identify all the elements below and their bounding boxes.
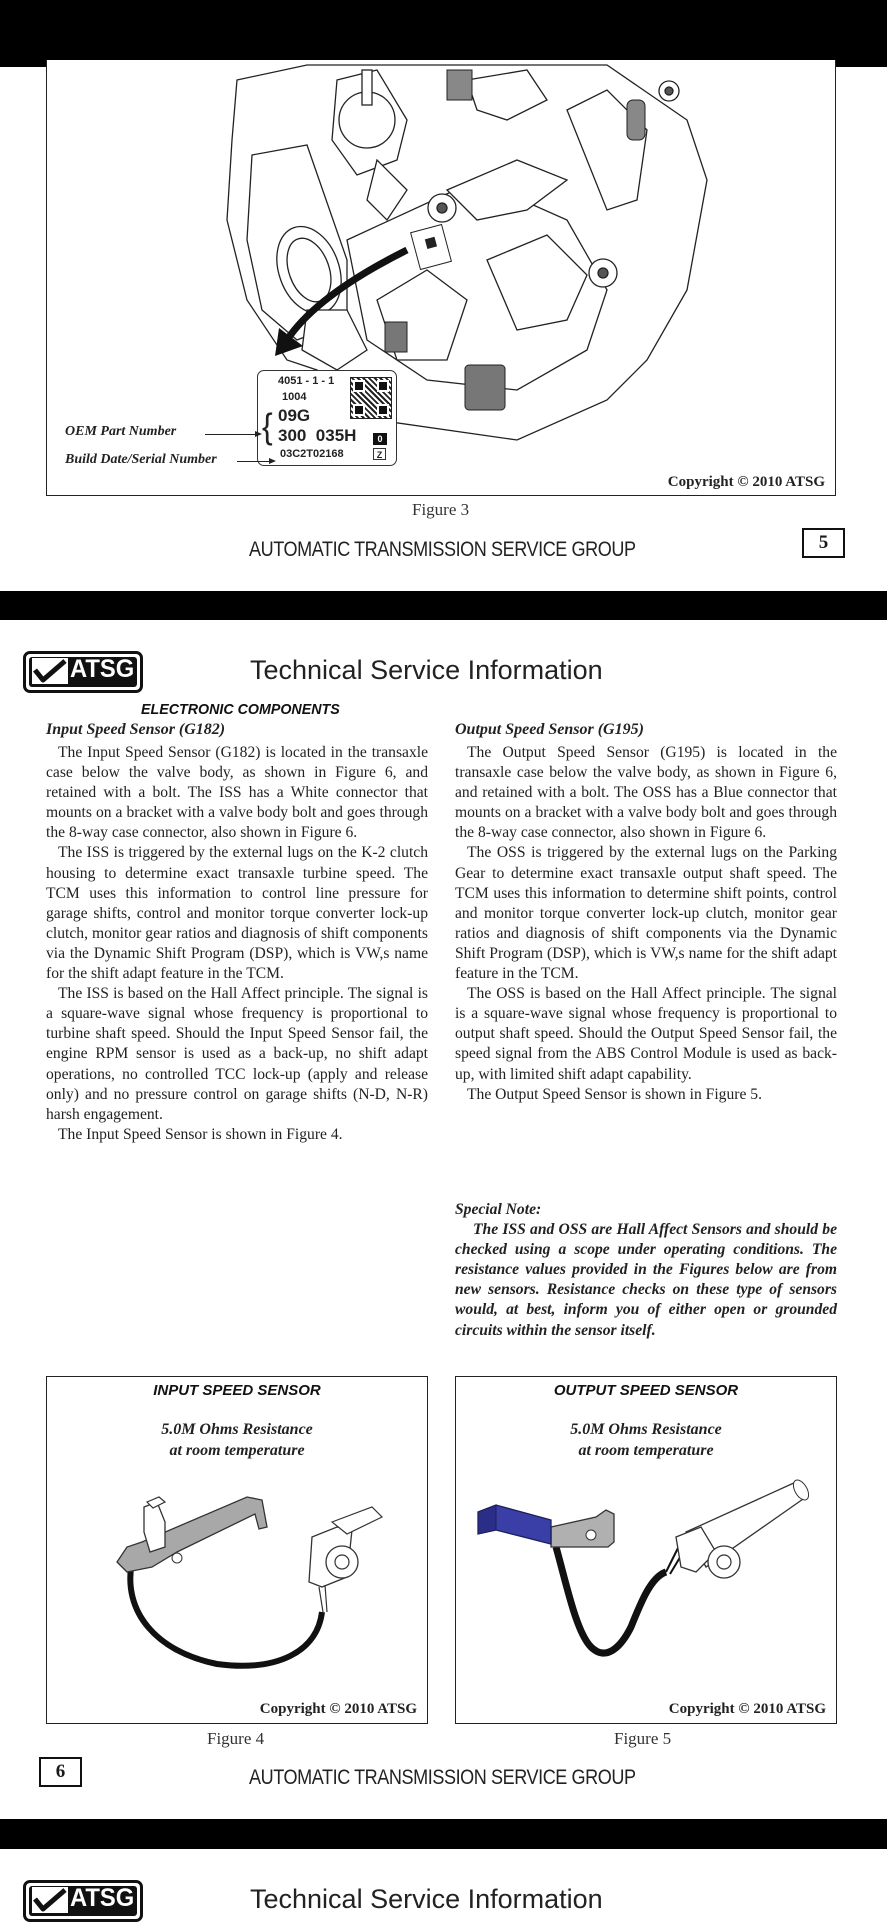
- right-column-heading: Output Speed Sensor (G195): [455, 721, 644, 738]
- right-column-body: [455, 743, 837, 1105]
- page-separator-top: [0, 0, 887, 67]
- arrow-line-icon: [205, 434, 260, 435]
- brace-icon: {: [262, 406, 273, 446]
- special-note: [455, 1200, 837, 1341]
- box-code-2: Z: [373, 448, 386, 460]
- paragraph: The Output Speed Sensor is shown in Figure 5.: [467, 1085, 762, 1103]
- header-title: Technical Service Information: [250, 655, 603, 685]
- oem-part-label: [257, 370, 397, 466]
- figure-4-title: INPUT SPEED SENSOR: [153, 1382, 321, 1399]
- figure-3-copyright: Copyright © 2010 ATSG: [667, 474, 825, 490]
- paragraph: The OSS is based on the Hall Affect principle. The signal is a square-wave signal whose frequency is proportional to output shaft speed. Should the Output Speed Sensor fail, the speed signal from the ABS Control Module is used as back-up, with limited shift adapt capability.: [455, 985, 837, 1083]
- output-speed-sensor-illustration: [456, 1472, 836, 1702]
- atsg-logo: [23, 651, 143, 693]
- figure-4-copyright: Copyright © 2010 ATSG: [259, 1701, 417, 1717]
- checkmark-icon: [32, 1887, 68, 1913]
- qr-code-icon: [350, 377, 392, 419]
- paragraph: The ISS is based on the Hall Affect principle. The signal is a square-wave signal whose frequency is proportional to turbine shaft speed. Should the Input Speed Sensor fail, the engine RPM sensor is used as a back-up, no shift adapt operations, no controlled TCC lock-up (apply and release only) and no pressure control on garage shifts (N-D, N-R) harsh engagement.: [46, 985, 428, 1123]
- serial-number: 03C2T02168: [280, 448, 344, 460]
- paragraph: The Output Speed Sensor (G195) is located in the transaxle case below the valve body, as shown in Figure 6, and retained with a bolt. The OSS has a Blue connector that mounts on a bracket with a valve body bolt and goes through the 8-way case connector, also shown in Figure 6.: [455, 744, 837, 842]
- paragraph: The OSS is triggered by the external lugs on the Parking Gear to determine exact transaxle output shaft speed. The TCM uses this information to determine shift points, control and monitor torque converter lock-up clutch, monitor gear ratios and diagnosis of shift components via the Dynamic Shift Program (DSP), which is VW,s name for the shift adapt feature in the TCM.: [455, 844, 837, 983]
- page-number-6: 6: [39, 1757, 82, 1787]
- left-column-body: [46, 743, 428, 1145]
- page-separator: [0, 1819, 887, 1849]
- figure-4-frame: [46, 1376, 428, 1724]
- figure-5-resistance-line-2: at room temperature: [578, 1442, 714, 1459]
- figure-4-caption: Figure 4: [207, 1729, 265, 1748]
- atsg-logo: [23, 1880, 143, 1922]
- box-code-1: 0: [373, 433, 387, 445]
- build-date-label: Build Date/Serial Number: [65, 452, 217, 467]
- part-number-line-2: 300 035H: [278, 426, 357, 445]
- page-6-footer: AUTOMATIC TRANSMISSION SERVICE GROUP: [249, 1766, 636, 1789]
- figure-5-title: OUTPUT SPEED SENSOR: [553, 1382, 739, 1399]
- figure-5-frame: [455, 1376, 837, 1724]
- paragraph: The ISS is triggered by the external lugs on the K-2 clutch housing to determine exact transaxle turbine speed. The TCM uses this information to control line pressure for garage shifts, control and monitor torque converter lock-up clutch, monitor gear ratios and diagnosis of shift components via the Dynamic Shift Program (DSP), which is VW,s name for the shift adapt feature in the TCM.: [46, 844, 428, 983]
- oem-part-number-label: OEM Part Number: [65, 424, 177, 439]
- page-separator: [0, 591, 887, 620]
- logo-text: ATSG: [70, 655, 135, 683]
- page-number-5: 5: [802, 528, 845, 558]
- paragraph: The Input Speed Sensor (G182) is located in the transaxle case below the valve body, as shown in Figure 6, and retained with a bolt. The ISS has a White connector that mounts on a bracket with a valve body bolt and goes through the 8-way case connector, also shown in Figure 6.: [46, 744, 428, 842]
- checkmark-icon: [32, 658, 68, 684]
- arrow-line-icon: [237, 461, 272, 462]
- page-5-footer: AUTOMATIC TRANSMISSION SERVICE GROUP: [249, 538, 636, 561]
- input-speed-sensor-illustration: [47, 1472, 427, 1702]
- tag-line-1: 4051 - 1 - 1: [278, 375, 335, 387]
- special-note-text: The ISS and OSS are Hall Affect Sensors and should be checked using a scope under operating conditions. The resistance values provided in the Figures below are from new sensors. Resistance checks on these type of sensors would, at best, inform you of either open or grounded circuits within the sensor itself.: [455, 1221, 837, 1339]
- figure-5-resistance-line-1: 5.0M Ohms Resistance: [570, 1421, 722, 1438]
- arrow-head-icon: [269, 458, 276, 464]
- figure-3-frame: [46, 60, 836, 496]
- figure-4-resistance-line-2: at room temperature: [169, 1442, 305, 1459]
- figure-4-resistance-line-1: 5.0M Ohms Resistance: [161, 1421, 313, 1438]
- paragraph: The Input Speed Sensor is shown in Figure 4.: [58, 1125, 343, 1143]
- header-title: Technical Service Information: [250, 1884, 603, 1914]
- figure-5-caption: Figure 5: [614, 1729, 672, 1748]
- arrow-head-icon: [255, 431, 262, 437]
- part-number-line-1: 09G: [278, 406, 311, 425]
- section-heading: ELECTRONIC COMPONENTS: [141, 701, 340, 718]
- figure-3-caption: Figure 3: [412, 500, 470, 519]
- left-column-heading: Input Speed Sensor (G182): [46, 721, 226, 738]
- special-note-title: Special Note:: [455, 1201, 542, 1218]
- tag-line-2: 1004: [282, 391, 307, 403]
- logo-text: ATSG: [70, 1884, 135, 1912]
- figure-5-copyright: Copyright © 2010 ATSG: [668, 1701, 826, 1717]
